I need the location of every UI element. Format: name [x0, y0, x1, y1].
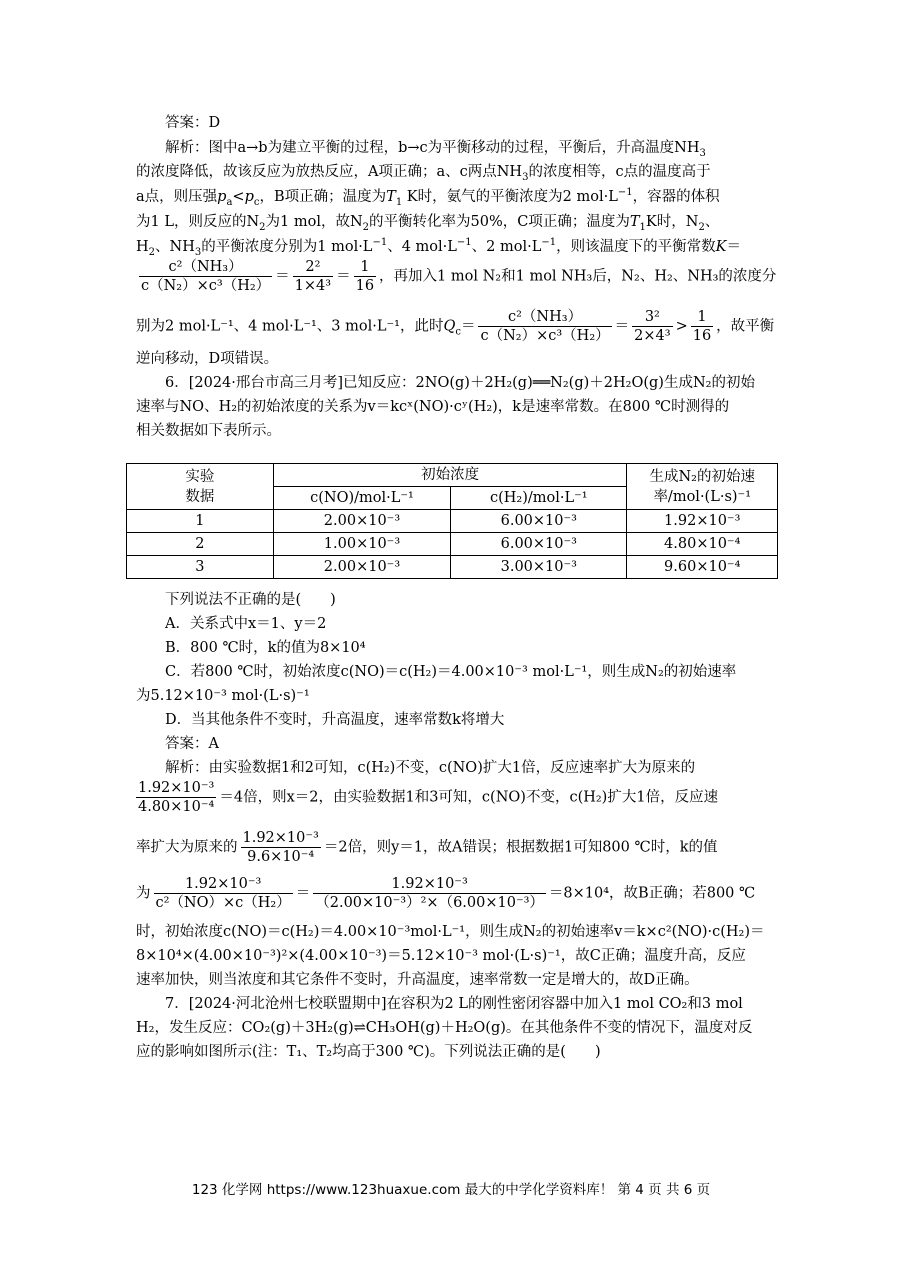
q7-stem-line1: 7．[2024·河北沧州七校联盟期中]在容积为2 L的刚性密闭容器中加入1 mol CO₂和3 mol: [165, 996, 743, 1012]
header-initial-rate: 生成N₂的初始速 率/mol·(L·s)⁻¹: [627, 464, 778, 510]
table-row: 3 2.00×10⁻³ 3.00×10⁻³ 9.60×10⁻⁴: [127, 556, 778, 579]
q5-explanation-line4: 为1 L，则反应的$N_2$为1 mol，故$N_2$的平衡转化率为50%，C项正确；温度为$T_1K$时，$N_2$、: [136, 214, 720, 233]
q6-option-c-line1: C．若800 ℃时，初始浓度c(NO)＝c(H₂)＝4.00×10⁻³ mol·L⁻¹，则生成N₂的初始速率: [165, 664, 737, 680]
header-c-h2: c(H₂)/mol·L⁻¹: [451, 487, 627, 510]
q6-option-c-line2: 为5.12×10⁻³ mol·(L·s)⁻¹: [136, 688, 310, 704]
q6-explanation-line4: 为 $\frac{\text{1.92×10⁻³}}{\text{c²（NO）×c（H₂）}}$ ＝ $\frac{\text{1.92×10⁻³}}{\text{（2.00×10⁻³）²×（6.00×10⁻³）}}$ ＝8×10⁴，故B正确；若800 ℃: [136, 876, 756, 911]
q6-option-a: A．关系式中x＝1、y＝2: [165, 616, 327, 632]
q5-explanation-line8: 逆向移动，D项错误。: [136, 351, 279, 367]
q7-stem-line3: 应的影响如图所示(注：T₁、T₂均高于300 ℃)。下列说法正确的是( ): [136, 1044, 601, 1060]
q6-stem-line2: 速率与NO、H₂的初始浓度的关系为v＝kcˣ(NO)·cʸ(H₂)，k是速率常数。在800 ℃时测得的: [136, 399, 730, 415]
header-experiment: 实验 数据: [127, 464, 274, 510]
q7-stem-line2: H₂，发生反应：CO₂(g)＋3H₂(g)⇌CH₃OH(g)＋H₂O(g)。在其他条件不变的情况下，温度对反: [136, 1020, 753, 1036]
fraction: $\frac{\text{c²（NH₃）}}{\text{c（N₂）×c³（H₂）}}$: [141, 259, 271, 294]
q6-explanation-line5: 时，初始浓度c(NO)＝c(H₂)＝4.00×10⁻³mol·L⁻¹，则生成N₂的初始速率v＝k×c²(NO)·c(H₂)＝: [136, 924, 765, 940]
q5-explanation-line3: a点，则压强$p_a<p_c$，B项正确；温度为$T_1$ K时，氨气的平衡浓度为2 $mol\cdot L^{-1}$，容器的体积: [136, 187, 720, 208]
q5-answer: 答案：D: [165, 115, 221, 131]
header-initial-concentration: 初始浓度: [273, 464, 627, 487]
table-row: 2 1.00×10⁻³ 6.00×10⁻³ 4.80×10⁻⁴: [127, 533, 778, 556]
q5-reaction-quotient-formula: 别为2 mol·L⁻¹、4 mol·L⁻¹、3 mol·L⁻¹，此时$Q_c=$ $\frac{\text{c²（NH₃）}}{\text{c（N₂）×c³（H₂）}}$ ＝ $\frac{\text{3²}}{\text{2×4³}}$ > $\frac{1}{16}$ ，故平衡: [136, 309, 775, 344]
rate-data-table: [126, 463, 778, 579]
q6-option-d: D．当其他条件不变时，升高温度，速率常数k将增大: [165, 712, 505, 728]
q6-stem-line3: 相关数据如下表所示。: [136, 423, 281, 439]
q6-explanation-line1: 解析：由实验数据1和2可知，c(H₂)不变，c(NO)扩大1倍，反应速率扩大为原来的: [165, 760, 696, 776]
q6-explanation-line6: 8×10⁴×(4.00×10⁻³)²×(4.00×10⁻³)＝5.12×10⁻³ mol·(L·s)⁻¹，故C正确；温度升高，反应: [136, 948, 746, 964]
q5-equilibrium-constant-formula: $\frac{\text{c²（NH₃）}}{\text{c（N₂）×c³（H₂）}}$ ＝ $\frac{\text{2²}}{\text{1×4³}}$ ＝ $\frac{1}{16}$ ，再加入1 mol N₂和1 mol NH₃后，N₂、H₂、NH₃的浓度分: [141, 259, 777, 294]
q5-explanation-line2: 的浓度降低，故该反应为放热反应，A项正确；a、c两点$NH_3$的浓度相等，c点的温度高于: [136, 164, 711, 183]
q6-explanation-line3: 率扩大为原来的 $\frac{\text{1.92×10⁻³}}{\text{9.6×10⁻⁴}}$ ＝2倍，则y＝1，故A错误；根据数据1可知800 ℃时，k的值: [136, 830, 718, 865]
header-c-no: c(NO)/mol·L⁻¹: [273, 487, 450, 510]
q6-explanation-line7: 速率加快，则当浓度和其它条件不变时，升高温度，速率常数一定是增大的，故D正确。: [136, 972, 699, 988]
q6-answer: 答案：A: [165, 736, 219, 752]
q5-explanation-line1: 解析：图中a→b为建立平衡的过程，b→c为平衡移动的过程，平衡后，升高温度$NH_3$: [165, 140, 706, 159]
q6-question: 下列说法不正确的是( ): [165, 592, 336, 608]
q5-explanation-line5: $H_2$、$NH_3$的平衡浓度分别为1 $mol\cdot L^{-1}$、4 $mol\cdot L^{-1}$、2 $mol\cdot L^{-1}$，则该温度下的平衡常数K＝: [136, 237, 741, 258]
q6-option-b: B．800 ℃时，k的值为8×10⁴: [165, 640, 366, 656]
q6-explanation-line2: $\frac{\text{1.92×10⁻³}}{\text{4.80×10⁻⁴}}$ ＝4倍，则x＝2，由实验数据1和3可知，c(NO)不变，c(H₂)扩大1倍，反应速: [138, 780, 719, 815]
table-row: 1 2.00×10⁻³ 6.00×10⁻³ 1.92×10⁻³: [127, 510, 778, 533]
q6-stem-line1: 6．[2024·邢台市高三月考]已知反应：2NO(g)＋2H₂(g)══N₂(g)＋2H₂O(g)生成N₂的初始: [165, 375, 755, 391]
page-footer: 123 化学网 https://www.123huaxue.com 最大的中学化学资料库！ 第 4 页 共 6 页: [191, 1182, 711, 1198]
